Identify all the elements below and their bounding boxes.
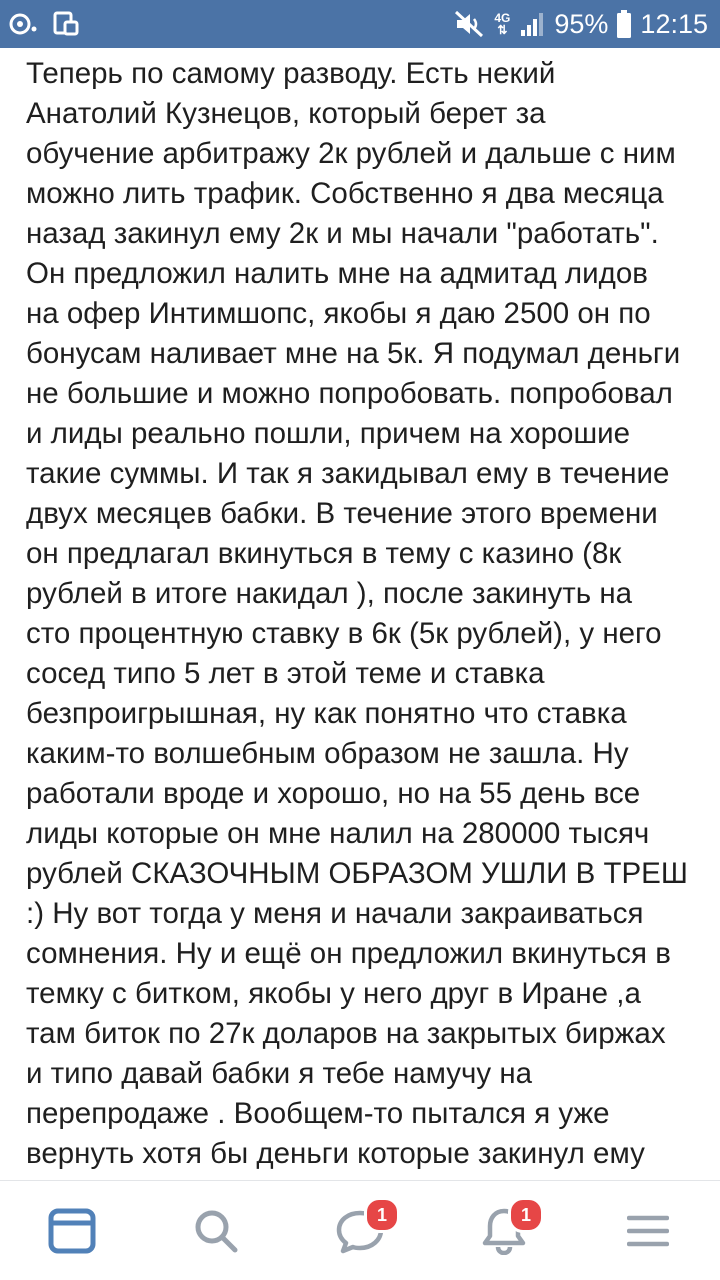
news-feed-icon [48, 1208, 96, 1254]
photo-notification-icon [52, 10, 80, 38]
signal-icon [520, 11, 546, 37]
vk-notification-icon [8, 13, 38, 35]
nav-messages[interactable] [320, 1191, 400, 1271]
battery-icon [616, 9, 632, 39]
search-icon [193, 1208, 239, 1254]
network-type-icon: 4G ⇅ [494, 11, 511, 37]
network-label: 4G [494, 11, 511, 25]
menu-icon [627, 1213, 669, 1249]
bottom-navigation [0, 1180, 720, 1280]
post-content [0, 48, 720, 1180]
battery-percent: 95% [554, 8, 609, 39]
messages-badge: 1 [364, 1197, 400, 1233]
clock: 12:15 [640, 8, 708, 39]
notifications-badge: 1 [508, 1197, 544, 1233]
nav-news-feed[interactable] [32, 1191, 112, 1271]
nav-menu[interactable] [608, 1191, 688, 1271]
mute-icon [454, 10, 484, 38]
nav-search[interactable] [176, 1191, 256, 1271]
status-bar [0, 0, 720, 48]
nav-notifications[interactable] [464, 1191, 544, 1271]
post-text: Теперь по самому разводу. Есть некий Анатолий Кузнецов, который берет за обучение арбитражу 2к рублей и дальше с ним можно лить трафик. Собственно я два месяца назад закинул ему 2к и мы начали "работать". Он предложил налить мне на адмитад лидов на офер Интимшопс, якобы я даю 2500 он по бонусам наливает мне на 5к. Я подумал деньги не большие и можно попробовать. попробовал и лиды реально пошли, причем на хорошие такие суммы. И так я закидывал ему в течение двух месяцев бабки. В течение этого времени он предлагал вкинуться в тему с казино (8к рублей в итоге накидал ), после закинуть на сто процентную ставку в 6к (5к рублей), у него сосед типо 5 лет в этой теме и ставка безпроигрышная, ну как понятно что ставка каким-то волшебным образом не зашла. Ну работали вроде и хорошо, но на 55 день все лиды которые он мне налил на 280000 тысяч рублей СКАЗОЧНЫМ ОБРАЗОМ УШЛИ В ТРЕШ :) Ну вот тогда у меня и начали закраиваться сомнения. Ну и ещё он предложил вкинуться в темку с битком, якобы у него друг в Иране ,а там биток по 27к доларов на закрытых биржах и типо давай бабки я тебе намучу на перепродаже . Вообщем-то пытался я уже вернуть хотя бы деньги которые закинул ему [26, 57, 688, 1170]
